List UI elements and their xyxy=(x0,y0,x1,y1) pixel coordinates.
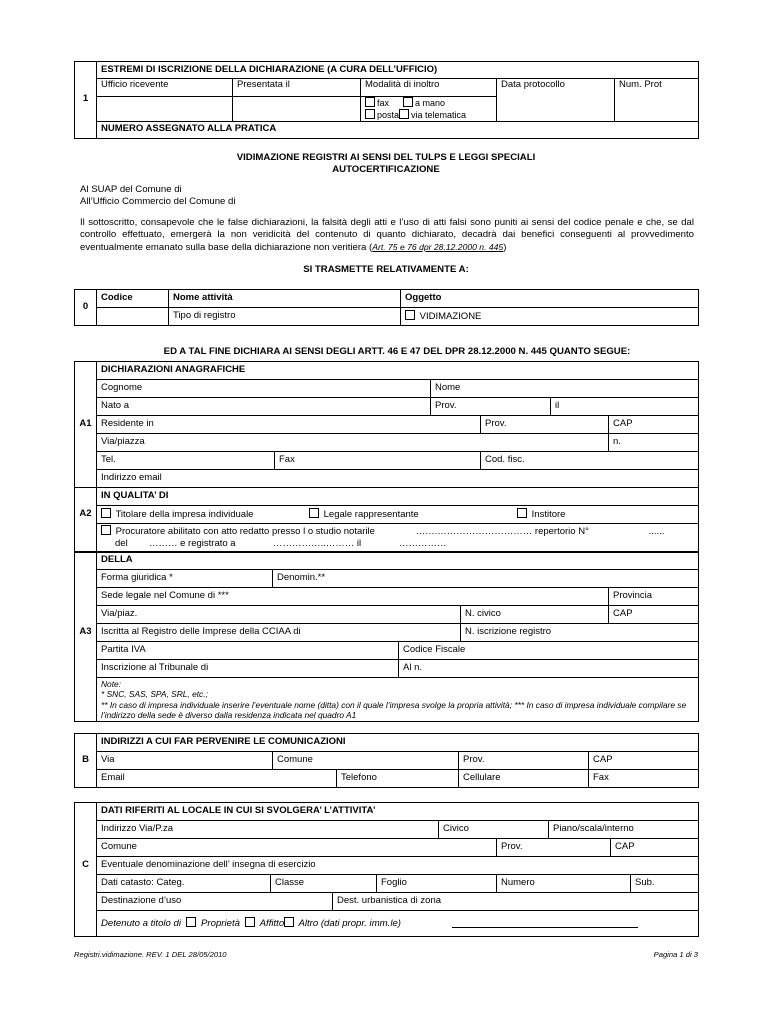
modalita-inoltro-label: Modalità di inoltro xyxy=(361,79,497,97)
vidimazione-option xyxy=(401,308,699,326)
section-b-table xyxy=(74,733,699,788)
proprieta-label: Proprietà xyxy=(201,918,240,930)
data-protocollo-field[interactable]: Data protocollo xyxy=(497,79,615,122)
forma-giuridica-field[interactable]: Forma giuridica * xyxy=(97,570,273,588)
a2-title: IN QUALITA’ DI xyxy=(97,488,699,506)
residente-in-field[interactable]: Residente in xyxy=(97,416,481,434)
n-iscrizione-field[interactable]: N. iscrizione registro xyxy=(461,624,699,642)
b-fax-field[interactable]: Fax xyxy=(589,770,699,788)
partita-iva-field[interactable]: Partita IVA xyxy=(97,642,399,660)
tribunale-field[interactable]: Inscrizione al Tribunale di xyxy=(97,660,399,678)
intro-close: ) xyxy=(503,241,507,253)
document-heading xyxy=(74,152,698,176)
a3-label-bottom xyxy=(75,678,97,722)
law-reference-link: Art. 75 e 76 dpr 28.12.2000 n. 445 xyxy=(372,241,504,252)
presentata-il-value[interactable] xyxy=(233,97,361,122)
affitto-label: Affitto xyxy=(259,918,285,930)
a2-label-top xyxy=(75,488,97,506)
b-via-field[interactable]: Via xyxy=(97,752,273,770)
affitto-checkbox[interactable] xyxy=(245,917,255,927)
data-nascita-field[interactable]: il xyxy=(551,398,699,416)
c-urbanistica-field[interactable]: Dest. urbanistica di zona xyxy=(333,893,699,911)
a3-notes xyxy=(97,678,699,722)
cod-fisc-field[interactable]: Cod. fisc. xyxy=(481,452,699,470)
b-prov-field[interactable]: Prov. xyxy=(459,752,589,770)
qualita-row-1 xyxy=(97,506,699,524)
c-prov-field[interactable]: Prov. xyxy=(497,839,611,857)
section-c-table xyxy=(74,802,699,937)
section-label-0: 0 xyxy=(75,290,97,326)
section-a1-table xyxy=(74,361,699,488)
cap-residenza-field[interactable]: CAP xyxy=(609,416,699,434)
via-piazza-field[interactable]: Via/piazza xyxy=(97,434,609,452)
c-label-spacer-2 xyxy=(75,839,97,857)
registrato-a-field[interactable]: ……… e registrato a xyxy=(149,538,236,550)
b-cellulare-field[interactable]: Cellulare xyxy=(459,770,589,788)
posta-option-label: posta xyxy=(377,109,400,120)
procuratore-checkbox[interactable] xyxy=(101,525,111,535)
recipient-address xyxy=(80,184,236,208)
tel-field[interactable]: Tel. xyxy=(97,452,275,470)
detenuto-label: Detenuto a titolo di xyxy=(101,918,182,930)
tipo-registro-field[interactable]: Tipo di registro xyxy=(169,308,401,326)
c-civico-field[interactable]: Civico xyxy=(439,821,549,839)
a3-label-spacer-3 xyxy=(75,606,97,624)
procuratore-row xyxy=(97,524,699,553)
a1-label-spacer-4 xyxy=(75,452,97,470)
nome-field[interactable]: Nome xyxy=(431,380,699,398)
section-a3-table xyxy=(74,551,699,722)
b-cap-field[interactable]: CAP xyxy=(589,752,699,770)
c-insegna-field[interactable]: Eventuale denominazione dell’ insegna di esercizio xyxy=(97,857,699,875)
oggetto-header: Oggetto xyxy=(401,290,699,308)
a3-label-spacer-4 xyxy=(75,642,97,660)
b-title: INDIRIZZI A CUI FAR PERVENIRE LE COMUNICAZIONI xyxy=(97,734,699,752)
nome-attivita-header: Nome attività xyxy=(169,290,401,308)
email-field[interactable]: Indirizzo email xyxy=(97,470,699,488)
c-destinazione-field[interactable]: Destinazione d’uso xyxy=(97,893,333,911)
cap-sede-field[interactable]: CAP xyxy=(609,606,699,624)
modalita-options xyxy=(361,97,497,122)
procuratore-label: Procuratore abilitato con atto redatto presso l o studio notarile xyxy=(115,526,375,537)
office-registration-table xyxy=(74,61,699,139)
fax-field[interactable]: Fax xyxy=(275,452,481,470)
c-label-spacer xyxy=(75,821,97,839)
section-label-1: 1 xyxy=(75,62,97,139)
a-mano-option-label: a mano xyxy=(415,98,446,108)
c-label-bottom xyxy=(75,911,97,937)
fax-option-label: fax xyxy=(377,98,390,108)
posta-checkbox[interactable] xyxy=(365,109,375,119)
a1-label-spacer xyxy=(75,380,97,398)
note-forma: * SNC, SAS, SPA, SRL, etc.; xyxy=(101,689,208,700)
registrato-date-field[interactable]: …………… xyxy=(399,538,447,550)
section-label-c: C xyxy=(75,857,97,875)
section-label-a1: A1 xyxy=(75,416,97,434)
a3-label-top xyxy=(75,552,97,570)
a1-label-top xyxy=(75,362,97,380)
c-comune-field[interactable]: Comune xyxy=(97,839,497,857)
b-comune-field[interactable]: Comune xyxy=(273,752,459,770)
a1-label-bottom xyxy=(75,470,97,488)
a-mano-checkbox[interactable] xyxy=(403,97,413,107)
iscritta-registro-field[interactable]: Iscritta al Registro delle Imprese della CCIAA di xyxy=(97,624,461,642)
codice-fiscale-field[interactable]: Codice Fiscale xyxy=(399,642,699,660)
codice-field[interactable] xyxy=(97,308,169,326)
fax-checkbox[interactable] xyxy=(365,97,375,107)
telematica-option-label: via telematica xyxy=(411,109,467,120)
repertorio-field[interactable]: …….………………………… repertorio N° xyxy=(415,526,589,537)
via-piaz-field[interactable]: Via/piaz. xyxy=(97,606,461,624)
proprieta-checkbox[interactable] xyxy=(186,917,196,927)
b-label-bottom xyxy=(75,770,97,788)
c-label-spacer-3 xyxy=(75,875,97,893)
ufficio-ricevente-field[interactable]: Ufficio ricevente xyxy=(97,79,233,97)
legale-rappresentante-checkbox[interactable] xyxy=(309,508,319,518)
section-label-a3: A3 xyxy=(75,624,97,642)
prov-residenza-field[interactable]: Prov. xyxy=(481,416,609,434)
prov-nascita-field[interactable]: Prov. xyxy=(431,398,551,416)
b-email-field[interactable]: Email xyxy=(97,770,337,788)
institore-checkbox[interactable] xyxy=(517,508,527,518)
altro-checkbox[interactable] xyxy=(284,917,294,927)
c-title: DATI RIFERITI AL LOCALE IN CUI SI SVOLGERA’ L’ATTIVITA’ xyxy=(97,803,699,821)
note-impresa: ** In caso di impresa individuale inserire l’eventuale nome (ditta) con il quale l’impresa svolge la propria attività; *** In caso di impresa individuale compilare se l’indirizzo della sede è diverso dalla residenza indicata nel quadro A1 xyxy=(101,699,687,720)
a2-label-bottom xyxy=(75,524,97,553)
registrato-il-field[interactable]: ……………..……… il xyxy=(273,538,362,550)
a1-label-spacer-3 xyxy=(75,434,97,452)
note-title: Note: xyxy=(101,679,122,690)
telematica-checkbox[interactable] xyxy=(399,109,409,119)
ufficio-commercio-line: All’Ufficio Commercio del Comune di xyxy=(80,195,236,207)
intro-text: Il sottoscritto, consapevole che le false dichiarazioni, la falsità degli atti e l’uso di atti falsi sono puniti ai sensi del codice penale e che, se dal controllo effettuato, emergerà la non veridicità del contenuto di quanto dichiarato, decadrà dai benefici conseguenti al provvedimento eventualmente emanato sulla base della dichiarazione non veritiera ( xyxy=(80,217,694,253)
titolare-checkbox[interactable] xyxy=(101,508,111,518)
provincia-field[interactable]: Provincia xyxy=(609,588,699,606)
vidimazione-label: VIDIMAZIONE xyxy=(419,311,482,323)
n-civico-field[interactable]: N. civico xyxy=(461,606,609,624)
c-numero-field[interactable]: Numero xyxy=(497,875,631,893)
legale-rappresentante-label: Legale rappresentante xyxy=(323,509,419,521)
numero-civico-field[interactable]: n. xyxy=(609,434,699,452)
footer-page-number: Pagina 1 di 3 xyxy=(653,950,698,959)
b-telefono-field[interactable]: Telefono xyxy=(337,770,459,788)
al-n-field[interactable]: Al n. xyxy=(399,660,699,678)
altro-label: Altro (dati propr. imm.le) xyxy=(298,918,402,930)
a3-label-spacer-5 xyxy=(75,660,97,678)
a3-label-spacer-2 xyxy=(75,588,97,606)
footer-revision: Registri.vidimazione. REV. 1 DEL 28/05/2010 xyxy=(74,950,227,959)
codice-header: Codice xyxy=(97,290,169,308)
sede-legale-field[interactable]: Sede legale nel Comune di *** xyxy=(97,588,609,606)
cognome-field[interactable]: Cognome xyxy=(97,380,431,398)
a1-title: DICHIARAZIONI ANAGRAFICHE xyxy=(97,362,699,380)
vidimazione-checkbox[interactable] xyxy=(405,310,415,320)
nato-a-field[interactable]: Nato a xyxy=(97,398,431,416)
c-catasto-field[interactable]: Dati catasto: Categ. xyxy=(97,875,271,893)
ufficio-ricevente-value[interactable] xyxy=(97,97,233,122)
c-label-spacer-4 xyxy=(75,893,97,911)
section-a2-table xyxy=(74,487,699,553)
del-label: del xyxy=(115,538,128,550)
suap-line: Al SUAP del Comune di xyxy=(80,184,182,195)
heading-line-1: VIDIMAZIONE REGISTRI AI SENSI DEL TULPS E LEGGI SPECIALI xyxy=(236,152,536,163)
c-indirizzo-field[interactable]: Indirizzo Via/P.za xyxy=(97,821,439,839)
institore-label: Institore xyxy=(531,509,566,521)
section-0-table xyxy=(74,289,699,326)
a3-title: DELLA xyxy=(97,552,699,570)
altro-underline-field[interactable] xyxy=(452,927,638,928)
office-title: ESTREMI DI ISCRIZIONE DELLA DICHIARAZIONE (A CURA DELL’UFFICIO) xyxy=(97,62,699,79)
b-label-top xyxy=(75,734,97,752)
section-label-a2: A2 xyxy=(75,506,97,524)
heading-line-2: AUTOCERTIFICAZIONE xyxy=(332,163,440,175)
c-classe-field[interactable]: Classe xyxy=(271,875,377,893)
c-label-top xyxy=(75,803,97,821)
c-piano-field[interactable]: Piano/scala/interno xyxy=(549,821,699,839)
num-prot-field[interactable]: Num. Prot xyxy=(615,79,699,122)
repertorio-number-field[interactable]: ...... xyxy=(648,526,665,537)
denominazione-field[interactable]: Denomin.** xyxy=(273,570,699,588)
c-detenuto-row xyxy=(97,911,699,937)
section-label-b: B xyxy=(75,752,97,770)
presentata-il-field[interactable]: Presentata il xyxy=(233,79,361,97)
a1-label-spacer-2 xyxy=(75,398,97,416)
numero-assegnato-pratica: NUMERO ASSEGNATO ALLA PRATICA xyxy=(97,121,699,138)
intro-paragraph xyxy=(80,217,694,254)
dichiara-heading: ED A TAL FINE DICHIARA AI SENSI DEGLI ARTT. 46 E 47 DEL DPR 28.12.2000 N. 445 QUANTO SEGUE: xyxy=(163,346,631,357)
c-foglio-field[interactable]: Foglio xyxy=(377,875,497,893)
c-sub-field[interactable]: Sub. xyxy=(631,875,699,893)
titolare-label: Titolare della impresa individuale xyxy=(115,509,254,521)
a3-label-spacer xyxy=(75,570,97,588)
si-trasmette-heading: SI TRASMETTE RELATIVAMENTE A: xyxy=(303,264,469,275)
c-cap-field[interactable]: CAP xyxy=(611,839,699,857)
